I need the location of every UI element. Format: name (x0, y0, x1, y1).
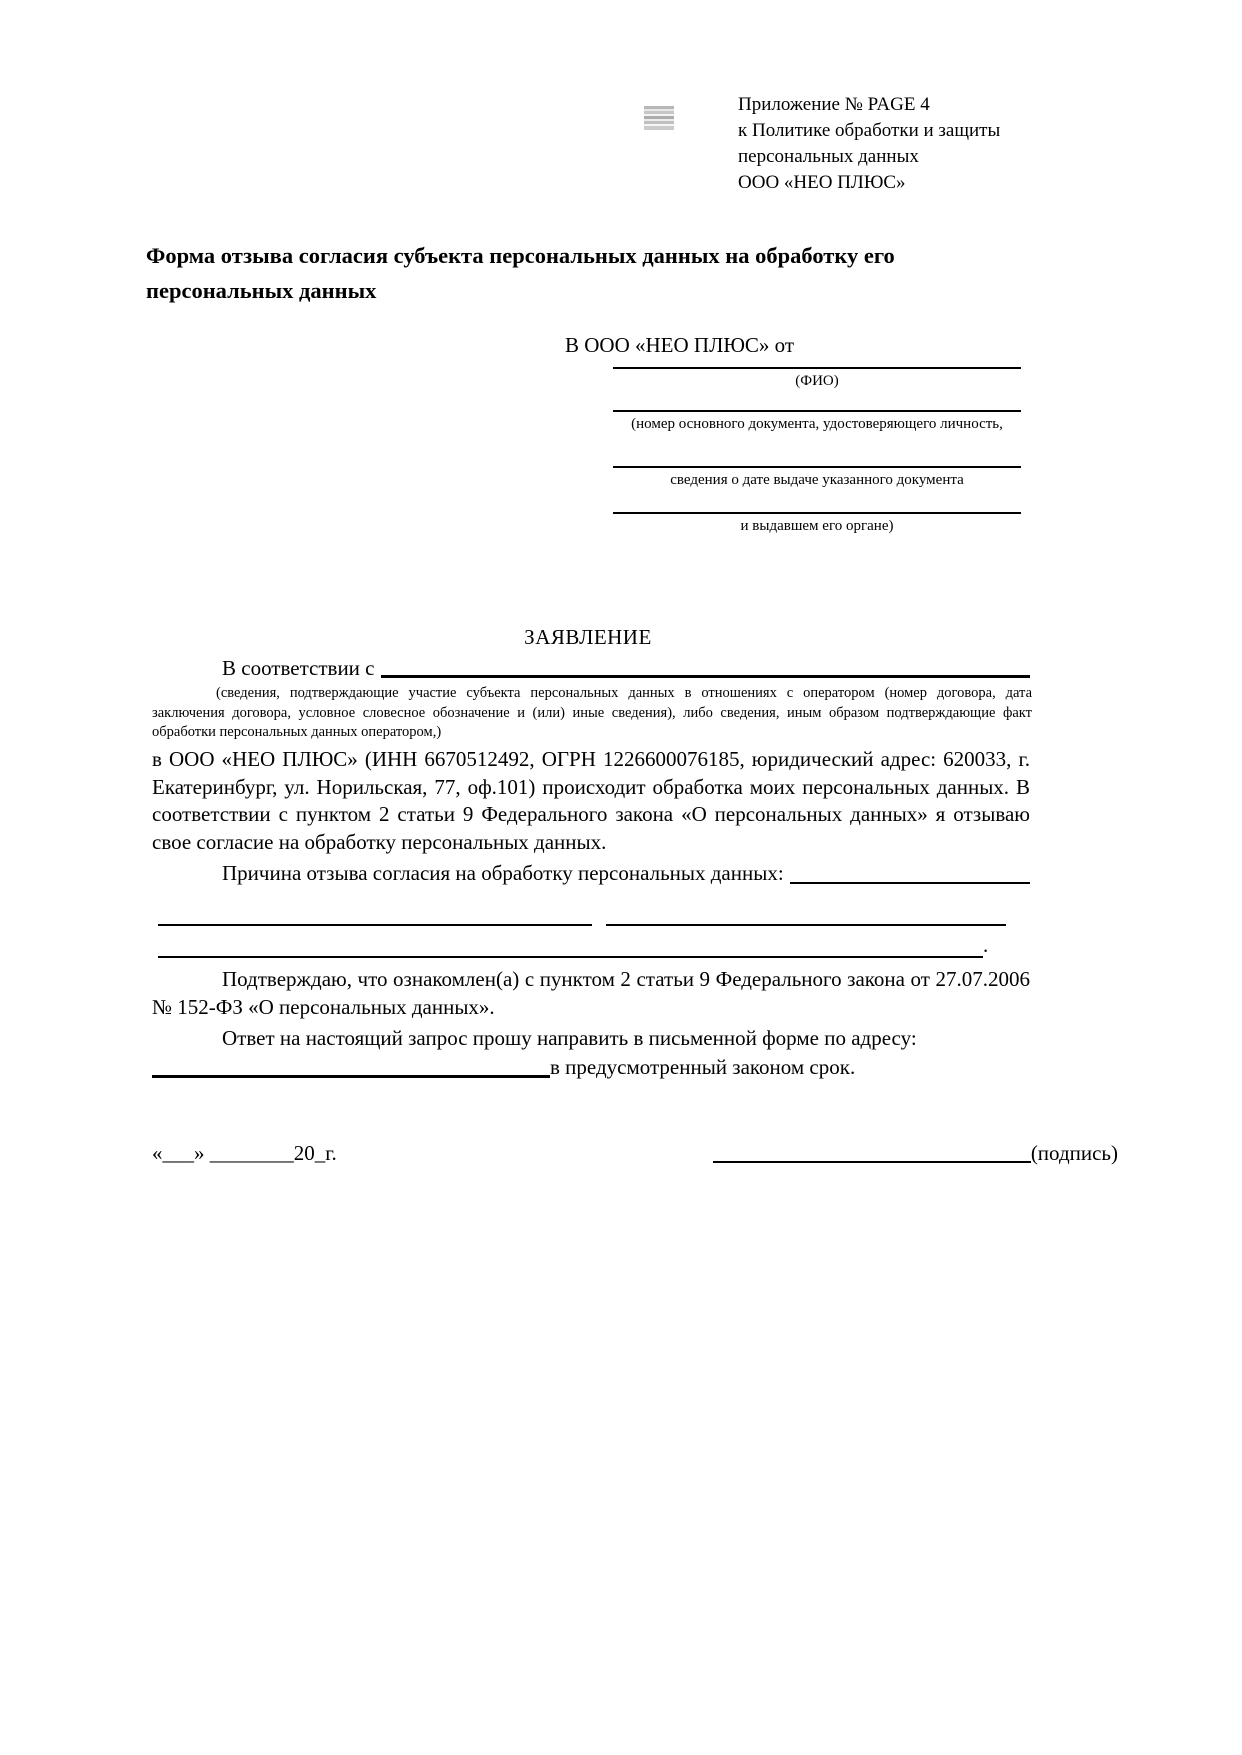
blank-line-segment (606, 898, 1006, 926)
fio-field-caption: (ФИО) (795, 373, 839, 389)
appendix-line-3: персональных данных (738, 146, 919, 167)
reason-row (152, 860, 1030, 888)
issue-date-field-caption: сведения о дате выдаче указанного документа (670, 472, 964, 488)
reply-prefix-text: Ответ на настоящий запрос прошу направить в письменной форме по адресу: (222, 1026, 917, 1050)
statement-body-paragraph: в ООО «НЕО ПЛЮС» (ИНН 6670512492, ОГРН 1226600076185, юридический адрес: 620033, г. Екатеринбург, ул. Норильская, 77, оф.101) происходит обработка моих персональных данных. В соответствии с пунктом 2 статьи 9 Федерального закона «О персональных данных» я отзываю свое согласие на обработку персональных данных. (152, 747, 1030, 854)
reply-address-row (152, 1053, 1030, 1082)
issue-date-field-row (613, 466, 1021, 490)
signature-caption: (подпись) (1030, 1141, 1118, 1165)
issuing-authority-field-caption: и выдавшем его органе) (740, 518, 894, 534)
reason-blank-row-1 (158, 898, 1006, 926)
appendix-line-2: к Политике обработки и защиты (738, 120, 1001, 141)
signature-group (713, 1140, 1118, 1167)
signature-row (152, 1140, 1118, 1167)
blank-line-segment (158, 929, 983, 958)
addressee-block (152, 332, 1030, 536)
blank-line-terminator: . (983, 933, 989, 957)
document-number-field-row (613, 410, 1021, 434)
issuing-authority-field-row (613, 512, 1021, 536)
addressee-to-line: В ООО «НЕО ПЛЮС» от (565, 333, 795, 357)
fine-print-note: (сведения, подтверждающие участие субъекта персональных данных в отношениях с оператором (номер договора, дата заключения договора, условное словесное обозначение и (или) иные сведения), либо сведения, иным образом подтверждающие факт обработки персональных данных оператором,) (152, 685, 1032, 740)
reason-blank-line (790, 882, 1030, 884)
document-number-field-caption: (номер основного документа, удостоверяющего личность, (631, 416, 1003, 432)
date-line: «___» ________20_г. (152, 1141, 337, 1165)
appendix-block (738, 92, 1000, 196)
acknowledgement-paragraph: Подтверждаю, что ознакомлен(а) с пунктом 2 статьи 9 Федерального закона от 27.07.2006 № 152-ФЗ «О персональных данных». (152, 967, 1030, 1019)
appendix-line-1: Приложение № PAGE 4 (738, 94, 930, 115)
signature-blank-line (713, 1161, 1031, 1163)
fio-field-row (613, 367, 1021, 391)
reason-label: Причина отзыва согласия на обработку персональных данных: (222, 861, 784, 885)
document-title: Форма отзыва согласия субъекта персональных данных на обработку его персональных данных (146, 243, 895, 303)
reason-blank-row-2 (158, 930, 988, 958)
pixelated-artifact-icon (644, 106, 674, 130)
intro-prefix-text: В соответствии с (222, 656, 375, 680)
intro-blank-line (381, 675, 1031, 678)
address-blank-line (152, 1075, 550, 1078)
statement-heading: ЗАЯВЛЕНИЕ (524, 625, 652, 649)
blank-line-segment (158, 898, 592, 926)
reply-suffix-text: в предусмотренный законом срок. (550, 1055, 856, 1079)
intro-row (152, 655, 1030, 681)
reply-paragraph (152, 1024, 1030, 1082)
appendix-line-4: ООО «НЕО ПЛЮС» (738, 172, 906, 193)
